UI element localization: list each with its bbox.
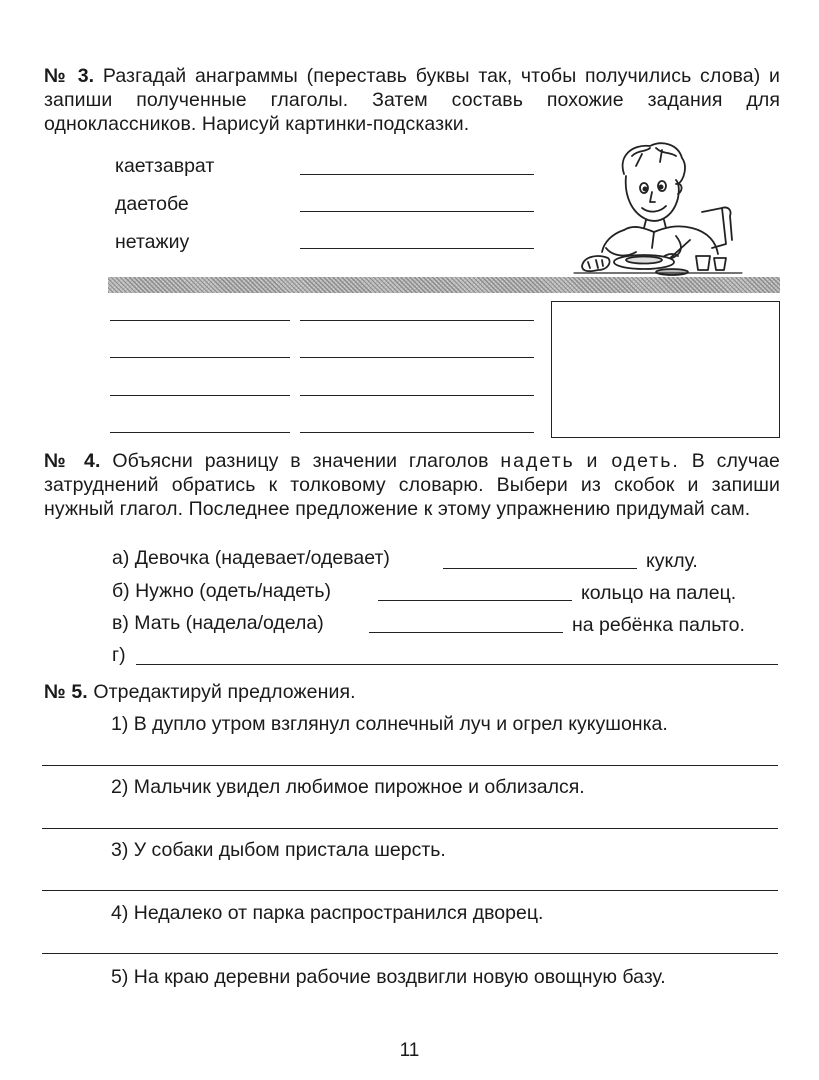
item-c-before: Мать (надела/одела) — [134, 612, 324, 634]
new-answer-line-3[interactable] — [300, 395, 534, 396]
task5-text: Отредактируй предложения. — [93, 681, 356, 703]
task4-instruction — [44, 449, 780, 521]
item-a-after: куклу. — [646, 550, 698, 572]
sentence-5: 5) На краю деревни рабочие воздвигли новую овощную базу. — [111, 966, 666, 988]
new-anagram-line-3[interactable] — [110, 395, 290, 396]
item-a-label: а) — [112, 547, 130, 569]
picture-hint-box[interactable] — [551, 301, 780, 438]
sentence-3-answer-line[interactable] — [42, 890, 778, 891]
task4-item-c — [112, 612, 324, 635]
anagram-answer-line-1[interactable] — [300, 174, 534, 175]
item-c-answer-line[interactable] — [369, 632, 563, 633]
page-number: 11 — [399, 1040, 420, 1061]
new-anagram-line-1[interactable] — [110, 320, 290, 321]
anagram-1: каетзаврат — [115, 155, 215, 177]
sentence-1: 1) В дупло утром взглянул солнечный луч и огрел кукушонка. — [111, 713, 668, 735]
task5-instruction — [44, 680, 780, 704]
sentence-1-answer-line[interactable] — [42, 765, 778, 766]
item-b-after: кольцо на палец. — [581, 582, 737, 604]
anagram-answer-line-2[interactable] — [300, 211, 534, 212]
item-d-answer-line[interactable] — [136, 664, 778, 665]
new-answer-line-2[interactable] — [300, 357, 534, 358]
item-b-before: Нужно (одеть/надеть) — [135, 580, 331, 602]
item-d-label: г) — [112, 644, 126, 666]
new-answer-line-1[interactable] — [300, 320, 534, 321]
sentence-4: 4) Недалеко от парка распространился дворец. — [111, 902, 544, 924]
task4-text-rest: В случае затруднений обратись к толковому словарю. Выбери из скобок и запиши нужный глагол. Последнее предложение к этому упражнению придумай сам. — [44, 450, 780, 520]
task4-number: № 4. — [44, 450, 101, 472]
boy-eating-illustration — [572, 136, 750, 276]
sentence-3: 3) У собаки дыбом пристала шерсть. — [111, 839, 446, 861]
task4-conjunction: и — [586, 450, 600, 472]
task4-item-a — [112, 547, 390, 570]
item-b-answer-line[interactable] — [378, 600, 572, 601]
item-a-answer-line[interactable] — [443, 568, 637, 569]
sentence-4-answer-line[interactable] — [42, 953, 778, 954]
task4-item-b — [112, 580, 331, 603]
anagram-answer-line-3[interactable] — [300, 248, 534, 249]
new-anagram-line-2[interactable] — [110, 357, 290, 358]
item-c-label: в) — [112, 612, 129, 634]
task4-verb-1: надеть — [500, 450, 575, 472]
anagram-3: нетажиу — [115, 231, 190, 253]
task4-text-start: Объясни разницу в значении глаголов — [112, 450, 489, 472]
task3-number: № 3. — [44, 65, 95, 87]
task3-text: Разгадай анаграммы (переставь буквы так, чтобы получились слова) и запиши полученные глаголы. Затем составь похожие задания для одноклассников. Нарисуй картинки-подсказки. — [44, 65, 780, 135]
sentence-2-answer-line[interactable] — [42, 828, 778, 829]
sentence-2: 2) Мальчик увидел любимое пирожное и облизался. — [111, 776, 585, 798]
item-c-after: на ребёнка пальто. — [572, 614, 745, 636]
task4-verb-2: одеть. — [611, 450, 680, 472]
anagram-2: даетобе — [115, 193, 189, 215]
new-anagram-line-4[interactable] — [110, 432, 290, 433]
new-answer-line-4[interactable] — [300, 432, 534, 433]
item-b-label: б) — [112, 580, 130, 602]
shaded-divider — [108, 277, 780, 293]
item-a-before: Девочка (надевает/одевает) — [134, 547, 390, 569]
task5-number: № 5. — [44, 681, 88, 703]
task3-instruction — [44, 64, 780, 136]
